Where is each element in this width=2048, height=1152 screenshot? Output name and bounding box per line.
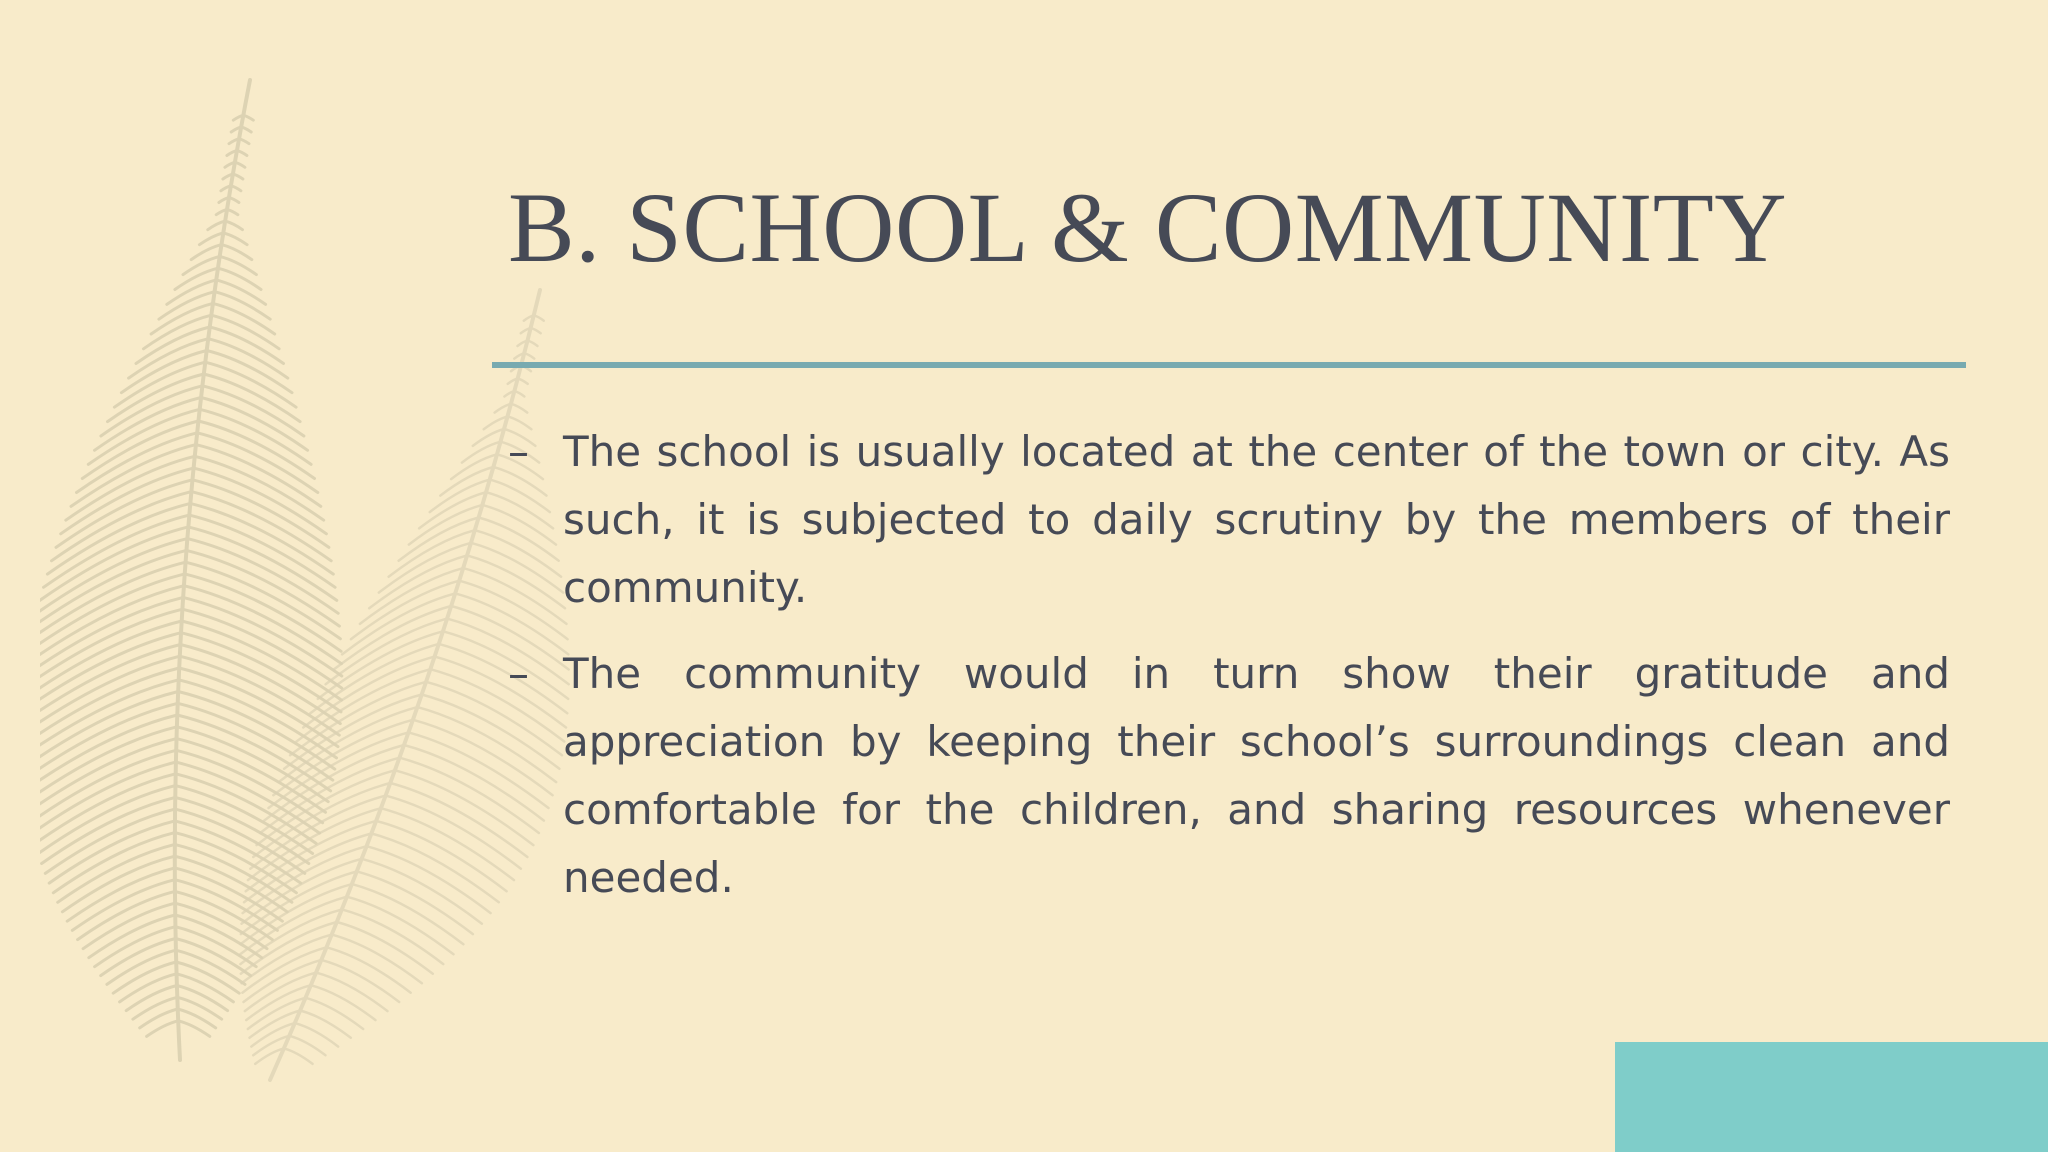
- bullet-item-1: [508, 418, 1950, 622]
- accent-block: [1615, 1042, 2048, 1152]
- bullet-dash: –: [508, 427, 529, 476]
- title-divider: [492, 362, 1966, 368]
- bullet-text: The community would in turn show their gratitude and appreciation by keeping their school’s surroundings clean and comfortable for the children, and sharing resources whenever needed.: [563, 649, 1950, 902]
- bullet-dash: –: [508, 649, 529, 698]
- bullet-item-2: [508, 640, 1950, 912]
- slide-title: B. SCHOOL & COMMUNITY: [508, 172, 1788, 283]
- bullet-list: [508, 418, 1950, 930]
- bullet-text: The school is usually located at the center of the town or city. As such, it is subjected to daily scrutiny by the members of their community.: [563, 427, 1950, 612]
